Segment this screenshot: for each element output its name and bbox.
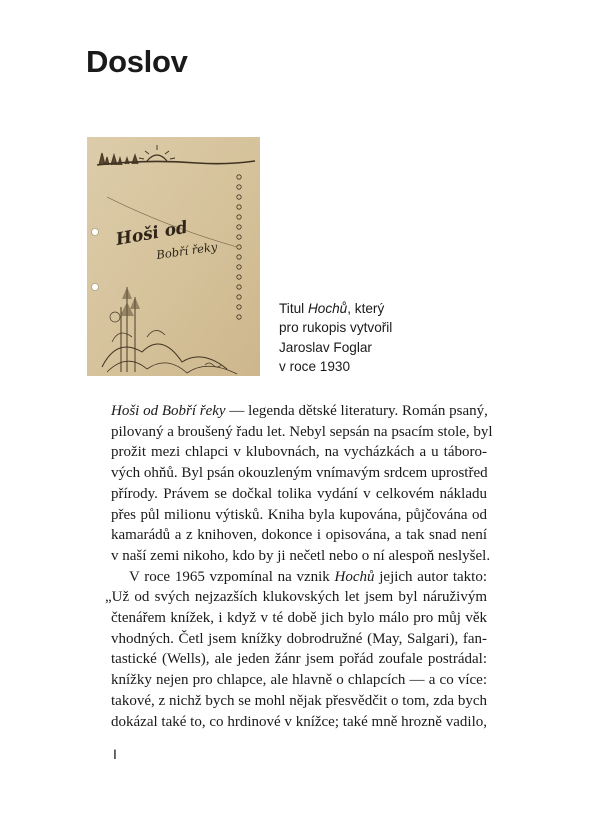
handwritten-title-line1: Hoši od	[114, 217, 190, 250]
body-line: knížky nejen pro chlapce, ale hlavně o chlapcích — a co více:	[111, 672, 487, 689]
body-line: takové, z nichž bych se mohl nějak přesvědčit o tom, zda bych	[111, 692, 487, 709]
body-line: kamarádů a z knihoven, dokonce i opisována, a tak snad není	[111, 527, 487, 544]
body-line: tastické (Wells), ale jeden žánr jsem pořád zoufale postrádal:	[111, 651, 487, 668]
handwritten-title-line2: Bobří řeky	[155, 239, 219, 262]
figure-caption: Titul Hochů, který pro rukopis vytvořil Jaroslav Foglar v roce 1930	[279, 301, 393, 375]
page-number: I	[113, 746, 117, 762]
manuscript-cover-image	[87, 137, 260, 376]
body-line: vhodných. Četl jsem knížky dobrodružné (May, Salgari), fan-	[111, 630, 487, 647]
page-title: Doslov	[86, 44, 188, 79]
body-line: prožit mezi chlapci v klubovnách, na vycházkách a u táboro-	[111, 444, 487, 461]
body-line: přes půl milionu výtisků. Kniha byla kupována, půjčována od	[111, 506, 487, 523]
body-line: přírody. Právem se dočkal tolika vydání v celkovém nákladu	[111, 485, 487, 502]
body-line: vých ohňů. Byl psán okouzleným vnímavým srdcem uprostřed	[111, 465, 488, 482]
body-line: v naší zemi nikoho, kdo by ji nečetl nebo o ní alespoň neslyšel.	[111, 547, 491, 564]
body-line: „Už od svých nejzazších klukovských let jsem byl náruživým	[105, 589, 487, 606]
body-line: dokázal také to, co hrdinové v knížce; také mně hrozně vadilo,	[111, 713, 487, 730]
body-line: V roce 1965 vzpomínal na vznik Hochů jejich autor takto:	[129, 568, 487, 585]
body-line: Hoši od Bobří řeky — legenda dětské literatury. Román psaný,	[111, 403, 488, 419]
body-line: čtenářem knížek, i když v té době jich bylo málo pro můj věk	[111, 610, 487, 627]
body-line: pilovaný a broušený řadu let. Nebyl sepsán na psacím stole, byl	[111, 423, 493, 440]
body-text	[105, 401, 493, 732]
